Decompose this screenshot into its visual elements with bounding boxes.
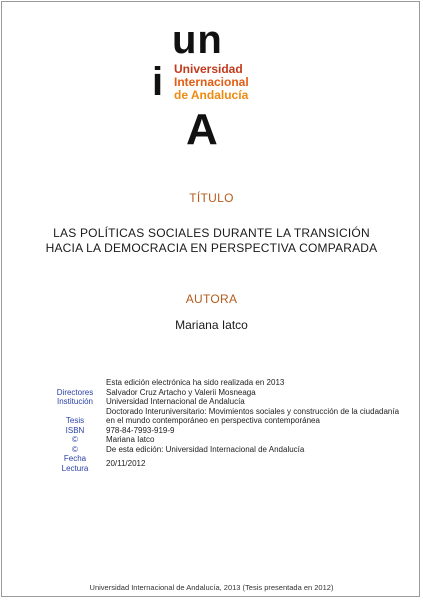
meta-value-tesis: Doctorado Interuniversitario: Movimientos sociales y construcción de la ciudadanía en el mundo contemporáneo en perspectiva contemporánea	[106, 406, 400, 425]
edition-metadata	[50, 378, 410, 473]
meta-value-isbn: 978-84-7993-919-9	[106, 425, 175, 435]
title-label: TÍTULO	[189, 191, 234, 205]
thesis-title-line-1: LAS POLÍTICAS SOCIALES DURANTE LA TRANSICIÓN	[53, 226, 370, 240]
meta-key-tesis: Tesis	[65, 416, 85, 425]
logo-word-andalucia: de Andalucía	[174, 88, 249, 102]
meta-key-fecha-lectura	[50, 454, 100, 473]
logo-word-internacional: Internacional	[174, 75, 249, 89]
meta-key-lectura: Lectura	[61, 463, 89, 473]
meta-row-copyright-edition	[50, 445, 410, 455]
meta-key-isbn: ISBN	[65, 425, 85, 435]
meta-row-tesis	[50, 407, 410, 426]
thesis-title-line-2: HACIA LA DEMOCRACIA EN PERSPECTIVA COMPARADA	[45, 241, 378, 255]
meta-key-copyright-author: ©	[72, 435, 78, 444]
meta-key-copyright-edition: ©	[72, 444, 78, 454]
meta-value-institucion: Universidad Internacional de Andalucía	[106, 397, 245, 406]
meta-key-directores: Directores	[56, 387, 94, 397]
meta-value-copyright-edition: De esta edición: Universidad Internacional de Andalucía	[106, 444, 305, 454]
meta-key-institucion: Institución	[56, 397, 94, 406]
author-label: AUTORA	[185, 292, 238, 306]
meta-row-isbn	[50, 426, 410, 436]
thesis-title	[0, 226, 423, 256]
logo-letter-i: i	[152, 60, 164, 104]
logo-word-universidad: Universidad	[174, 62, 243, 76]
meta-row-directores	[50, 388, 410, 398]
meta-intro-text: Esta edición electrónica ha sido realizada en 2013	[106, 378, 285, 387]
meta-row-intro	[50, 378, 410, 388]
meta-value-directores: Salvador Cruz Artacho y Valerii Mosneaga	[106, 387, 256, 397]
meta-row-copyright-author	[50, 435, 410, 445]
page-footer: Universidad Internacional de Andalucía, 2013 (Tesis presentada en 2012)	[89, 583, 334, 592]
meta-row-fecha-lectura	[50, 454, 410, 473]
unia-logo	[150, 18, 280, 154]
meta-value-fecha-lectura: 20/11/2012	[106, 458, 146, 468]
logo-letter-a: A	[186, 105, 218, 154]
logo-letters-un: un	[172, 18, 223, 62]
author-name: Mariana Iatco	[175, 318, 248, 332]
meta-value-copyright-author: Mariana Iatco	[106, 435, 155, 444]
meta-key-fecha: Fecha	[63, 454, 87, 463]
meta-row-institucion	[50, 397, 410, 407]
